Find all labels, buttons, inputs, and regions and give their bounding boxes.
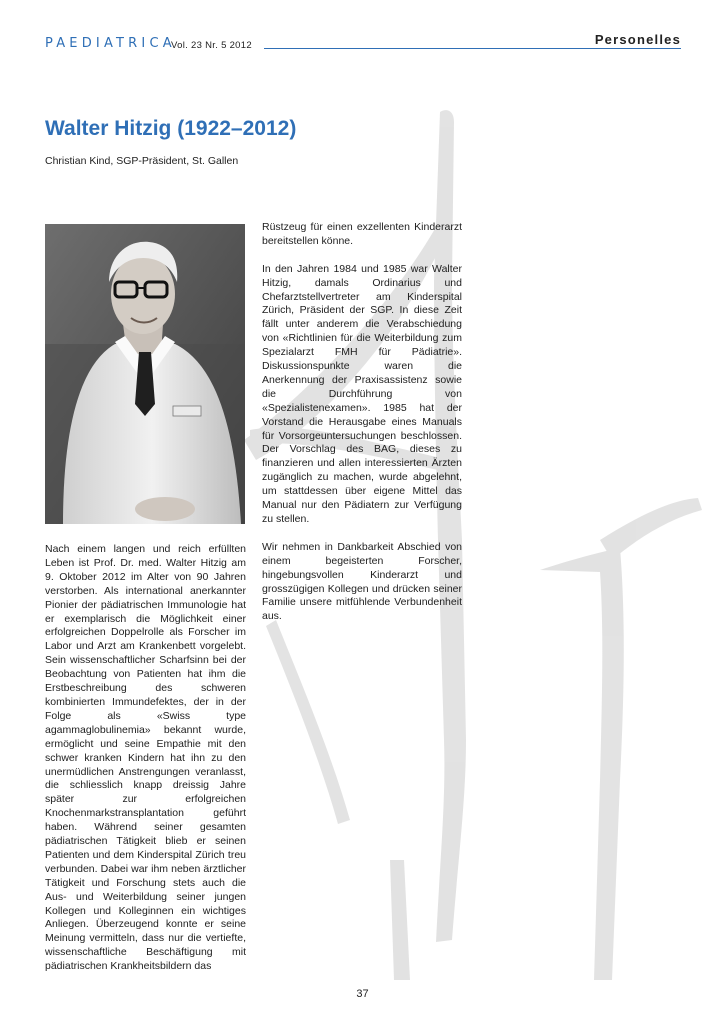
left-text-column — [45, 543, 246, 988]
portrait-photo — [45, 224, 245, 524]
page-number: 37 — [356, 988, 369, 1000]
paragraph: In den Jahren 1984 und 1985 war Walter Hitzig, damals Ordinarius und Chefarztstellvertreter am Kinderspital Zürich, Präsident der SGP. In diese Zeit fällt unter anderem die Verabschiedung von «Richtlinien für die Weiterbildung zum Spezialarzt FMH für Pädiatrie». Diskussionspunkte waren die Anerkennung der Praxisassistenz sowie die Durchführung von «Spezialistenexamen». 1985 hat der Vorstand die Herausgabe eines Manuals für Vorsorgeuntersuchungen beschlossen. Der Vorschlag des BAG, dieses zu finanzieren und allen interessierten Ärzten zugänglich zu machen, wurde abgelehnt, um stattdessen über eigene Mittel das Manual nur den Pädiatern zur Verfügung zu stellen. — [262, 262, 462, 526]
paragraph: Wir nehmen in Dankbarkeit Abschied von einem begeisterten Forscher, hingebungsvollen Kinderarzt und grosszügigen Kollegen und drücken seiner Familie unsere mitfühlende Verbundenheit aus. — [262, 540, 462, 623]
section-title: Personelles — [594, 32, 681, 47]
article-title: Walter Hitzig (1922–2012) — [45, 117, 297, 140]
paragraph: Nach einem langen und reich erfüllten Leben ist Prof. Dr. med. Walter Hitzig am 9. Oktober 2012 im Alter von 90 Jahren verstorben. Als international anerkannter Pionier der pädiatrischen Immunologie hat er exemplarisch die Möglichkeit einer erfolgreichen Doppelrolle als Forscher im Labor und Arzt am Krankenbett vorgelebt. Sein wissenschaftlicher Scharfsinn bei der Beobachtung von Patienten hat ihm die Erstbeschreibung des schweren kombinierten Immundefektes, der in der Folge als «Swiss type agammaglobulinemia» bekannt wurde, ermöglicht und seine Empathie mit den schwer kranken Kindern hat ihn zu den unermüdlichen Anstrengungen veranlasst, die schliesslich knapp dreissig Jahre später zur erfolgreichen Knochenmarkstransplantation geführt haben. Während seiner gesamten pädiatrischen Tätigkeit blieb er seinen Patienten und dem Kinderspital Zürich treu verbunden. Dabei war ihm neben ärztlicher Tätigkeit und Forschung stets auch die Aus- und Weiterbildung seiner jungen Kollegen und Kolleginnen ein wichtiges Anliegen. Überzeugend konnte er seine Meinung vermitteln, dass nur die vertiefte, wissenschaftliche Beschäftigung mit pädiatrischen Krankheitsbildern das — [45, 543, 246, 973]
journal-name: PAEDIATRICA — [45, 36, 176, 51]
issue-info: Vol. 23 Nr. 5 2012 — [171, 40, 252, 51]
paragraph: Rüstzeug für einen exzellenten Kinderarzt bereitstellen könne. — [262, 221, 462, 247]
right-text-column — [262, 221, 462, 638]
header-rule — [264, 48, 681, 49]
article-author: Christian Kind, SGP-Präsident, St. Gallen — [45, 155, 239, 167]
